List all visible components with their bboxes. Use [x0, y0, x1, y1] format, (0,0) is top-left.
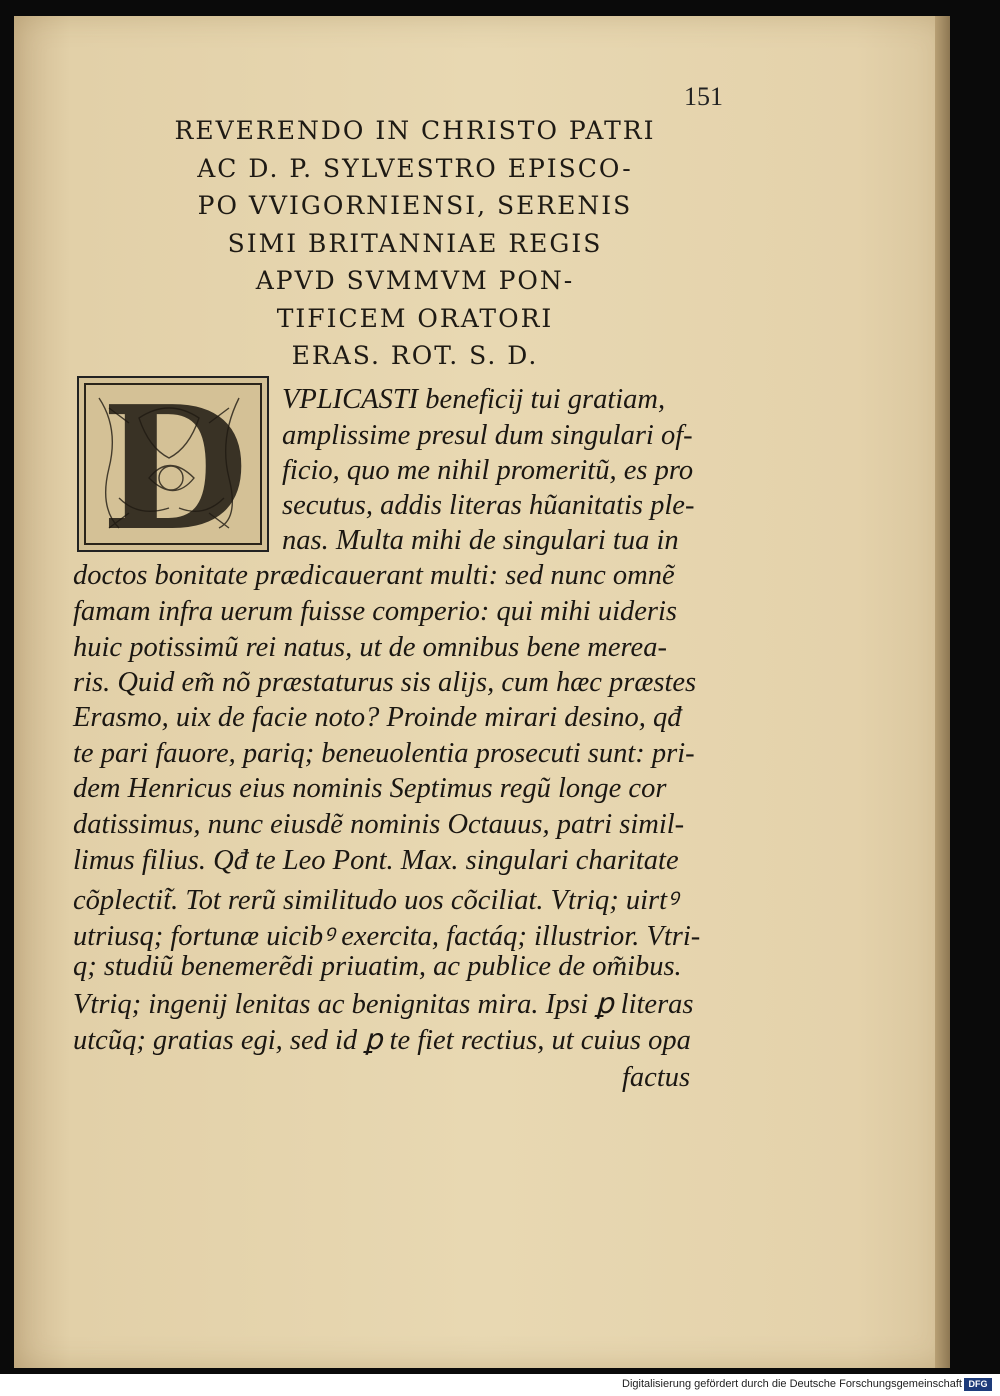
- text-line: Vtriq; ingenij lenitas ac benignitas mira. Ipsi ꝑ literas: [73, 989, 694, 1020]
- text-line: VPLICASTI beneficij tui gratiam,: [282, 384, 666, 415]
- text-line: te pari fauore, pariq; beneuolentia prosecuti sunt: pri-: [73, 738, 695, 769]
- text-line: doctos bonitate prædicauerant multi: sed nunc omnẽ: [73, 560, 675, 591]
- initial-letter: D: [101, 378, 249, 550]
- text-line: amplissime presul dum singulari of-: [282, 420, 693, 451]
- page-number: 151: [684, 82, 723, 111]
- heading-line: SIMI BRITANNIAE REGIS: [227, 228, 603, 258]
- text-line: cõplectit̃. Tot rerũ similitudo uos cõciliat. Vtriq; uirtꝰ: [73, 885, 678, 916]
- dedication-heading: [120, 112, 710, 375]
- text-line: limus filius. Qđ te Leo Pont. Max. singulari charitate: [73, 845, 679, 876]
- text-line: nas. Multa mihi de singulari tua in: [282, 525, 679, 556]
- decorated-initial-art: [79, 378, 267, 550]
- heading-line: TIFICEM ORATORI: [276, 303, 554, 333]
- heading-line: REVERENDO IN CHRISTO PATRI: [174, 116, 656, 145]
- text-line: ris. Quid em̃ nõ præstaturus sis alijs, cum hæc præstes: [73, 667, 697, 698]
- catchword: factus: [622, 1062, 691, 1093]
- text-line: famam infra uerum fuisse comperio: qui mihi uideris: [73, 596, 678, 627]
- text-line: datissimus, nunc eiusdẽ nominis Octauus, patri simil-: [73, 809, 685, 840]
- text-line: ficio, quo me nihil promeritũ, es pro: [282, 455, 694, 486]
- text-line: secutus, addis literas hũanitatis ple-: [282, 490, 695, 521]
- heading-line: ERAS. ROT. S. D.: [291, 341, 539, 370]
- heading-line: APVD SVMMVM PON-: [255, 266, 575, 295]
- text-line: dem Henricus eius nominis Septimus regũ longe cor: [73, 773, 667, 804]
- text-line: Erasmo, uix de facie noto? Proinde mirari desino, qđ: [73, 702, 682, 733]
- page-edge: [935, 16, 950, 1368]
- dfg-logo: DFG: [964, 1378, 992, 1391]
- text-line: utcũq; gratias egi, sed id ꝑ te fiet rectius, ut cuius opa: [73, 1025, 691, 1056]
- text-line: utriusq; fortunæ uicibꝰ exercita, factáq; illustrior. Vtri-: [73, 921, 701, 952]
- decorated-initial: [77, 376, 269, 552]
- text-line: q; studiũ benemerẽdi priuatim, ac publice de om̃ibus.: [73, 951, 682, 982]
- text-line: huic potissimũ rei natus, ut de omnibus bene merea-: [73, 632, 667, 663]
- funding-notice: Digitalisierung gefördert durch die Deutsche Forschungsgemeinschaft: [622, 1378, 962, 1390]
- heading-line: PO VVIGORNIENSI, SERENIS: [197, 191, 633, 220]
- heading-line: AC D. P. SYLVESTRO EPISCO-: [197, 153, 633, 183]
